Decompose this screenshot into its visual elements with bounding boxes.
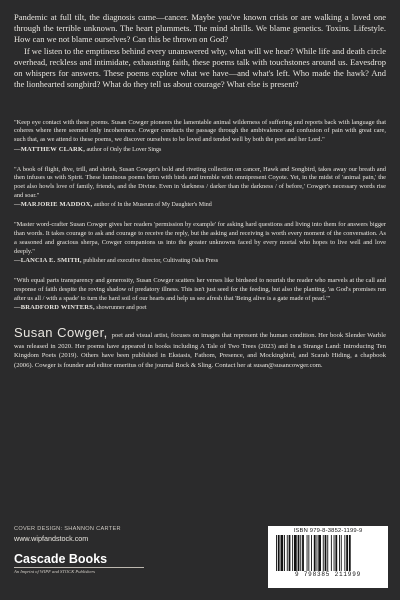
cover-design-credit: COVER DESIGN: SHANNON CARTER xyxy=(14,526,121,532)
endorser-affiliation: showrunner and poet xyxy=(94,305,147,312)
blurb-paragraph-2: If we listen to the emptiness behind every unanswered why, what will we hear? While life and death circle overhead, reckless and intimidate, exhausting faith, these poems talk with touchstones around us. Eavesdrop on whispers for answers. These poems explore what we have—and what's left. Who made the hawk? And the lionhearted songbird? What do they tell us about courage? What else is present? xyxy=(14,45,386,90)
publisher-logo xyxy=(14,552,144,574)
author-name: Susan Cowger, xyxy=(14,325,108,341)
barcode-icon xyxy=(274,535,382,571)
endorsement xyxy=(14,277,386,311)
isbn-label: ISBN 979-8-3852-1199-9 xyxy=(293,528,363,534)
endorsement-text: "Keep eye contact with these poems. Susan Cowger pioneers the lamentable animal wilderness of suffering and reports back with language that coheres where there seemed only incoherence. Cowger conducts the passage through the ambivalence and confusion of pain with great care, such that, as we attend to these poems, we discover ourselves to be loved and tended well by both the poet and her Lord." xyxy=(14,118,386,143)
endorsement-attribution xyxy=(14,257,386,264)
author-bio xyxy=(14,324,386,369)
endorsement-text: "Master word-crafter Susan Cowger gives her readers 'permission by example' for asking hard questions and living into them for answers bigger than words. It takes courage to ask and courage to receive the reply, but the asking and receiving is worth every moment of the conversation. As a seasoned and gracious sherpa, Cowger companions us into the greater unknowns faced by every mortal who hopes to live well and love deeply." xyxy=(14,221,386,255)
endorser-name: —LANCIA E. SMITH, xyxy=(14,257,82,265)
endorser-name: —MARJORIE MADDOX, xyxy=(14,201,93,209)
cover-footer xyxy=(14,526,386,590)
author-bio-text: poet and visual artist, focuses on images that represent the human condition. Her book Slender Warble was released in 2020. Her poems have appeared in books including A Tale of Two Trees (2023) and In a Strange Land: Introducing Ten Kingdom Poets (2019). Others have been published in Ekstasis, Fathom, Presence, and Mockingbird, and Scarab Hiding, a chapbook (2006). Cowger is founder and editor emeritus of the journal Rock & Sling. Contact her at susan@susancowger.com. xyxy=(14,332,386,369)
publisher-website: www.wipfandstock.com xyxy=(14,534,89,543)
endorsement-attribution xyxy=(14,146,386,153)
endorsement-attribution xyxy=(14,304,386,311)
endorser-affiliation: publisher and executive director, Cultivating Oaks Press xyxy=(81,258,219,265)
endorsement-attribution xyxy=(14,201,386,208)
endorsement xyxy=(14,221,386,264)
endorsement-text: "A book of flight, dive, trill, and shriek, Susan Cowger's bold and riveting collection on cancer, Hawk and Songbird, takes away our breath and then infuses us with Spirit. These luminous poems brim with birds and tremble with omnipresent Coyote. Yet, in the midst of 'animal pain,' the poet also howls love of family, friends, and the Divine. Even in 'darkness / darker than the darkness / of before,' Cowger's necessary words rise and soar." xyxy=(14,165,386,199)
endorsements xyxy=(14,119,386,312)
endorser-name: —MATTHEW CLARK, xyxy=(14,145,86,153)
publisher-imprint: An Imprint of WIPF and STOCK Publishers xyxy=(14,567,144,574)
endorsement xyxy=(14,119,386,153)
publisher-name: Cascade Books xyxy=(14,552,108,566)
blurb xyxy=(14,12,386,91)
isbn-barcode xyxy=(268,526,388,588)
endorser-affiliation: author of Only the Lover Sings xyxy=(85,146,162,153)
barcode-digits: 9 798385 211999 xyxy=(294,571,361,578)
endorser-name: —BRADFORD WINTERS, xyxy=(14,304,95,312)
endorsement-text: "With equal parts transparency and generosity, Susan Cowger scatters her verses like birdseed to nourish the reader who marvels at the call and response of faith despite the roving shadow of predatory illness. This isn't just seed for the feeding, but also the planting, 'as God's promises run after us all / with a spade' to turn the hard soil of our hearts and help us see afresh that 'Being alive is a gate made of pearl.'" xyxy=(14,277,386,302)
endorser-affiliation: author of In the Museum of My Daughter's Mind xyxy=(92,202,212,209)
blurb-paragraph-1: Pandemic at full tilt, the diagnosis came—cancer. Maybe you've known crisis or are walking a loved one through the terrible unknown. The heart plummets. The mind shrills. We blame genetics. Toxins. Lifestyle. How can we not blame ourselves? Can this be thrown on God? xyxy=(14,12,386,45)
endorsement xyxy=(14,166,386,209)
